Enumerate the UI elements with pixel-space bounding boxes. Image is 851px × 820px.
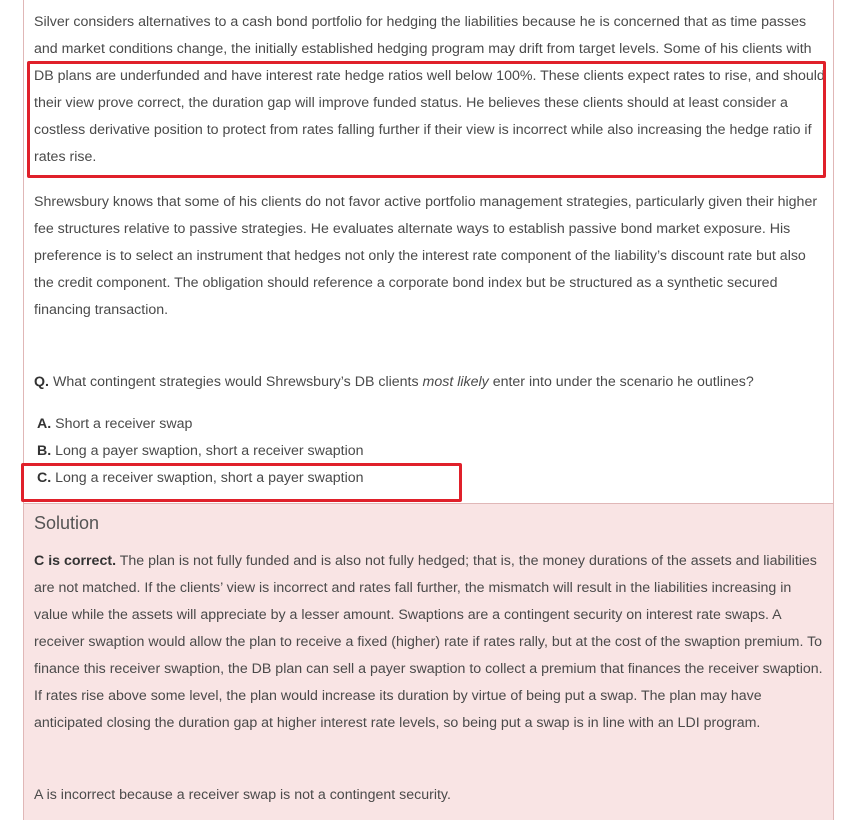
passage-paragraph-1: Silver considers alternatives to a cash bond portfolio for hedging the liabilities because he is concerned that as time passes and market conditions change, the initially established hedging program may drift from target levels. Some of his clients with DB plans are underfunded and have interest rate hedge ratios well below 100%. These clients expect rates to rise, and should their view prove correct, the duration gap will improve funded status. He believes these clients should at least consider a costless derivative position to protect from rates falling further if their view is incorrect while also increasing the hedge ratio if rates rise. [34,14,825,165]
option-b-text: Long a payer swaption, short a receiver swaption [55,443,364,459]
solution-note-a: A is incorrect because a receiver swap is not a contingent security. [34,787,451,803]
option-c-letter: C. [37,470,52,486]
question-text-after: enter into under the scenario he outlines? [488,374,754,390]
option-b[interactable] [37,438,364,465]
passage-paragraph-2: Shrewsbury knows that some of his clients do not favor active portfolio management strategies, particularly given their higher fee structures relative to passive strategies. He evaluates alternate ways to establish passive bond market exposure. His preference is to select an instrument that hedges not only the interest rate component of the liability’s discount rate but also the credit component. The obligation should reference a corporate bond index but be structured as a synthetic secured financing transaction. [34,194,818,318]
option-b-letter: B. [37,443,52,459]
option-c-text: Long a receiver swaption, short a payer swaption [55,470,364,486]
question [34,369,826,396]
solution-title: Solution [34,513,100,533]
option-a-text: Short a receiver swap [55,416,193,432]
question-emphasis: most likely [422,374,489,390]
solution-lead: C is correct. [34,553,117,569]
question-label: Q. [34,374,49,390]
highlight-box-passage [27,61,826,178]
highlight-box-answer [21,463,462,502]
question-text-before: What contingent strategies would Shrewsbury’s DB clients [52,374,423,390]
option-a[interactable] [37,411,192,438]
solution-body: The plan is not fully funded and is also not fully hedged; that is, the money durations of the assets and liabilities are not matched. If the clients’ view is incorrect and rates fall further, the mismatch will result in the liabilities increasing in value while the assets will appreciate by a lesser amount. Swaptions are a contingent security on interest rate swaps. A receiver swaption would allow the plan to receive a fixed (higher) rate if rates rally, but at the cost of the swaption premium. To finance this receiver swaption, the DB plan can sell a payer swaption to collect a premium that finances the receiver swaption. If rates rise above some level, the plan would increase its duration by virtue of being put a swap. The plan may have anticipated closing the duration gap at higher interest rate levels, so being put a swap is in line with an LDI program. [34,553,823,731]
option-a-letter: A. [37,416,52,432]
solution-explanation [34,548,826,737]
